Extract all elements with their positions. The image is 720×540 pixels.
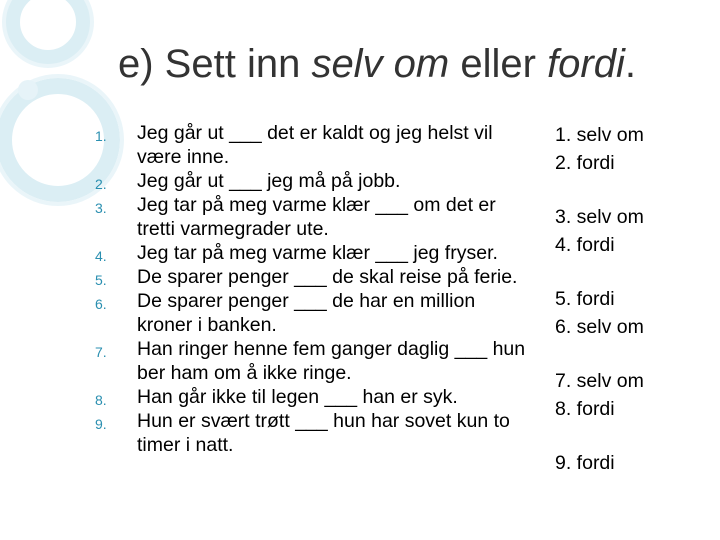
answer-line: 5. fordi (555, 288, 615, 310)
question-number: 6. (95, 296, 107, 312)
question-text: Jeg tar på meg varme klær ___ jeg fryser. (137, 242, 498, 264)
question-text: Han ringer henne fem ganger daglig ___ hun ber ham om å ikke ringe. (137, 338, 526, 384)
answer-line: 6. selv om (555, 316, 644, 338)
answer-line: 4. fordi (555, 234, 615, 256)
title-middle: eller (449, 42, 548, 86)
answer-group (555, 121, 644, 177)
question-item (95, 337, 535, 385)
answer-key (555, 121, 644, 477)
deco-dot (18, 80, 38, 100)
question-number: 4. (95, 248, 107, 264)
question-number: 7. (95, 344, 107, 360)
question-text: Han går ikke til legen ___ han er syk. (137, 386, 458, 408)
question-item (95, 265, 535, 289)
question-number: 3. (95, 200, 107, 216)
answer-line: 2. fordi (555, 152, 615, 174)
title-prefix: e) Sett inn (118, 42, 312, 86)
answer-line: 9. fordi (555, 452, 615, 474)
answer-group (555, 449, 644, 477)
answer-line: 3. selv om (555, 206, 644, 228)
question-item (95, 121, 535, 169)
question-text: Jeg går ut ___ det er kaldt og jeg helst vil være inne. (137, 122, 493, 168)
question-item (95, 241, 535, 265)
question-item (95, 193, 535, 241)
question-list (95, 121, 535, 457)
answer-line: 8. fordi (555, 398, 615, 420)
question-number: 5. (95, 272, 107, 288)
title-selv-om: selv om (311, 42, 450, 86)
question-number: 2. (95, 176, 107, 192)
deco-circle-top (12, 0, 84, 58)
question-number: 1. (95, 128, 107, 144)
question-text: De sparer penger ___ de har en million kroner i banken. (137, 290, 476, 336)
question-text: Jeg tar på meg varme klær ___ om det er tretti varmegrader ute. (137, 194, 496, 240)
title-fordi: fordi (547, 42, 625, 86)
question-item (95, 385, 535, 409)
question-item (95, 409, 535, 457)
answer-group (555, 285, 644, 341)
question-text: Hun er svært trøtt ___ hun har sovet kun to timer i natt. (137, 410, 510, 456)
question-item (95, 289, 535, 337)
answer-group (555, 367, 644, 423)
page-title (118, 42, 636, 87)
question-number: 9. (95, 416, 107, 432)
deco-ring-top (4, 0, 92, 66)
title-suffix: . (624, 42, 636, 86)
answer-line: 1. selv om (555, 124, 644, 146)
answer-group (555, 203, 644, 259)
question-item (95, 169, 535, 193)
question-text: De sparer penger ___ de skal reise på ferie. (137, 266, 518, 288)
answer-line: 7. selv om (555, 370, 644, 392)
question-text: Jeg går ut ___ jeg må på jobb. (137, 170, 401, 192)
question-number: 8. (95, 392, 107, 408)
